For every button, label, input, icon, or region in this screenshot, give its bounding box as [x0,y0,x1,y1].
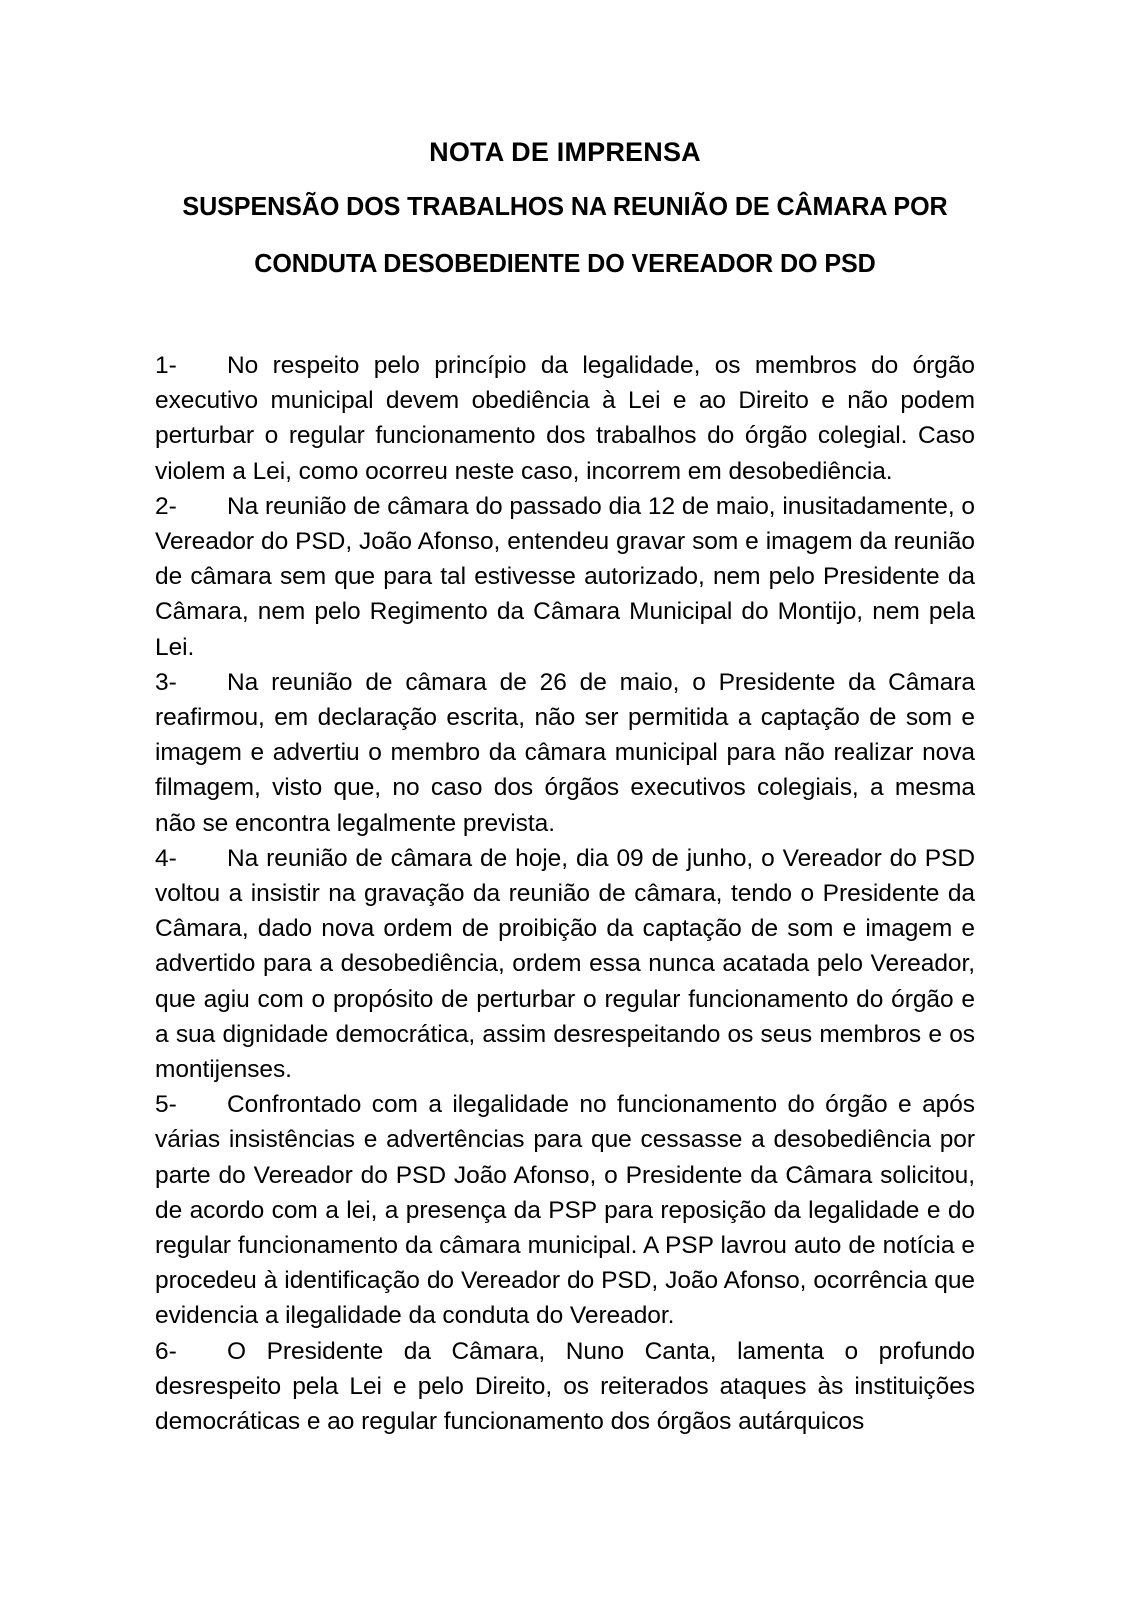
paragraph-text-2: Na reunião de câmara do passado dia 12 de maio, inusitadamente, o Vereador do PSD, João Afonso, entendeu gravar som e imagem da reunião de câmara sem que para tal estivesse autorizado, nem pelo Presidente da Câmara, nem pelo Regimento da Câmara Municipal do Montijo, nem pela Lei. [155,492,975,661]
paragraph-number-3: 3- [155,668,177,696]
paragraph-number-5: 5- [155,1091,177,1119]
numbered-paragraph-5 [155,1087,975,1333]
paragraph-number-4: 4- [155,844,177,872]
paragraph-number-1: 1- [155,352,177,379]
numbered-paragraph-2 [155,489,975,665]
numbered-paragraph-4 [155,841,975,1087]
paragraph-text-5: Confrontado com a ilegalidade no funcionamento do órgão e após várias insistências e advertências para que cessasse a desobediência por parte do Vereador do PSD João Afonso, o Presidente da Câmara solicitou, de acordo com a lei, a presença da PSP para reposição da legalidade e do regular funcionamento da câmara municipal. A PSP lavrou auto de notícia e procedeu à identificação do Vereador do PSD, João Afonso, ocorrência que evidencia a ilegalidade da conduta do Vereador. [155,1091,975,1330]
page-subtitle-line-2: CONDUTA DESOBEDIENTE DO VEREADOR DO PSD [254,250,876,278]
numbered-paragraph-1 [155,348,975,489]
page-title: NOTA DE IMPRENSA [429,137,701,167]
page-subtitle-line-1: SUSPENSÃO DOS TRABALHOS NA REUNIÃO DE CÂMARA POR [182,193,948,221]
paragraph-text-3: Na reunião de câmara de 26 de maio, o Presidente da Câmara reafirmou, em declaração escrita, não ser permitida a captação de som e imagem e advertiu o membro da câmara municipal para não realizar nova filmagem, visto que, no caso dos órgãos executivos colegiais, a mesma não se encontra legalmente prevista. [155,668,975,837]
paragraph-text-4: Na reunião de câmara de hoje, dia 09 de junho, o Vereador do PSD voltou a insistir na gravação da reunião de câmara, tendo o Presidente da Câmara, dado nova ordem de proibição da captação de som e imagem e advertido para a desobediência, ordem essa nunca acatada pelo Vereador, que agiu com o propósito de perturbar o regular funcionamento do órgão e a sua dignidade democrática, assim desrespeitando os seus membros e os montijenses. [155,844,975,1084]
paragraph-number-6: 6- [155,1337,177,1365]
document-heading-block [155,126,975,293]
paragraph-number-2: 2- [155,492,177,520]
numbered-paragraph-6 [155,1334,975,1440]
paragraph-text-1: No respeito pelo princípio da legalidade, os membros do órgão executivo municipal devem obediência à Lei e ao Direito e não podem perturbar o regular funcionamento dos trabalhos do órgão colegial. Caso violem a Lei, como ocorreu neste caso, incorrem em desobediência. [155,352,975,485]
paragraph-text-6: O Presidente da Câmara, Nuno Canta, lamenta o profundo desrespeito pela Lei e pelo Direito, os reiterados ataques às instituições democráticas e ao regular funcionamento dos órgãos autárquicos [155,1337,975,1436]
document-body [155,348,975,1439]
numbered-paragraph-3 [155,665,975,841]
